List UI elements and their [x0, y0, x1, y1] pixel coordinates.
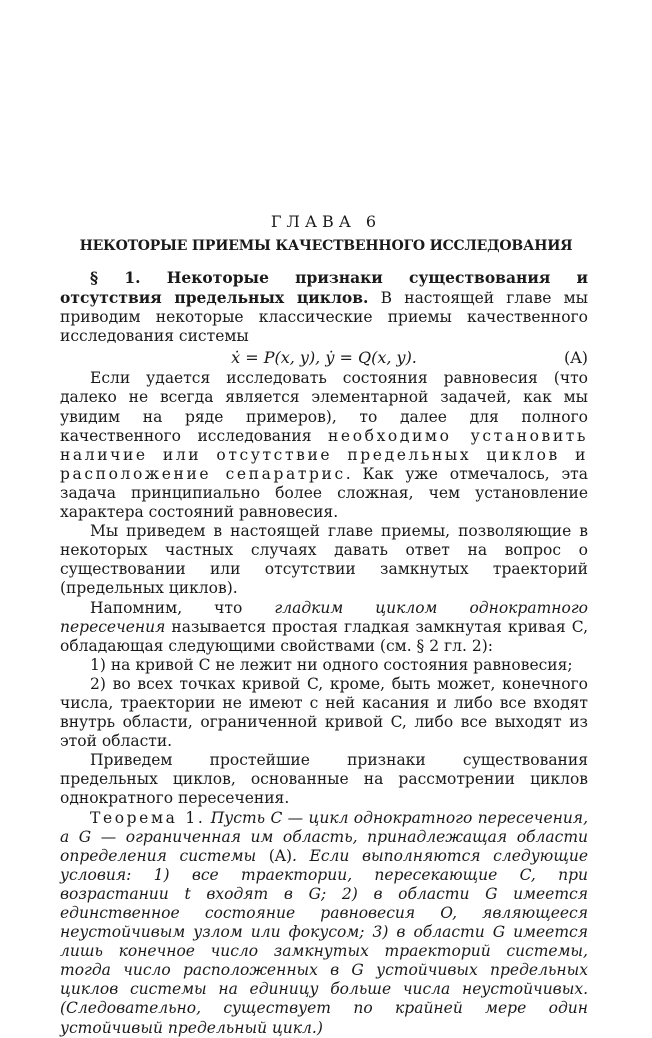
- list-item-1: 1) на кривой C не лежит ни одного состояния равновесия;: [90, 655, 573, 674]
- chapter-label: ГЛАВА 6: [270, 212, 382, 231]
- section-intro: В настоящей главе мы приводим некоторые классические приемы качественного исследования системы: [60, 289, 589, 346]
- section-heading: § 1. Некоторые признаки существования и отсутствия предельных циклов.: [60, 268, 588, 308]
- theorem-consequence: (Следовательно, существует по крайней мере один устойчивый предельный цикл.): [60, 999, 588, 1037]
- theorem-text-start: Пусть C — цикл однократного пересечения, a G — ограниченная им область, принадлежащая области определения системы: [60, 808, 588, 865]
- paragraph-1-end: . Как уже отмечалось, эта задача принципиально более сложная, чем установление характера состояний равновесия.: [60, 464, 588, 522]
- theorem-1: [60, 809, 588, 1038]
- theorem-text-end: . Если выполняются следующие условия: 1) все траектории, пересекающие C, при возрастании t входят в G; 2) в области G имеется единственное состояние равновесия O, являющееся неустойчивым узлом или фокусом; 3) в области G имеется лишь конечное число замкнутых траекторий системы, тогда число расположенных в G устойчивых предельных циклов системы на единицу больше числа неустойчивых.: [60, 846, 588, 999]
- paragraph-3-end: называется простая гладкая замкнутая кривая C, обладающая следующими свойствами (см. § 2 гл. 2):: [60, 617, 588, 655]
- theorem-system-ref: (A): [268, 846, 293, 865]
- paragraph-1-start: Если удается исследовать состояния равновесия (что далеко не всегда является элементарной задачей, как мы увидим на ряде примеров), то далее для полного качественного исследования: [60, 369, 588, 445]
- paragraph-1-spaced-emphasis: необходимо установить наличие или отсутствие предельных циклов и расположение сепаратрис: [60, 426, 588, 483]
- section-paragraph: [60, 268, 588, 346]
- theorem-label: Теорема 1.: [90, 808, 206, 827]
- chapter-title: НЕКОТОРЫЕ ПРИЕМЫ КАЧЕСТВЕННОГО ИССЛЕДОВАНИЯ: [79, 238, 573, 254]
- paragraph-3-definition: гладким циклом однократного пересечения: [60, 598, 588, 636]
- paragraph-4: Приведем простейшие признаки существования предельных циклов, основанные на рассмотрении циклов однократного пересечения.: [60, 751, 588, 808]
- paragraph-3: [60, 599, 588, 656]
- formula-equation: ẋ = P(x, y), ẏ = Q(x, y).: [231, 348, 417, 368]
- formula-tag: (A): [563, 348, 588, 368]
- paragraph-1: [60, 369, 588, 522]
- body-text: [60, 268, 588, 1038]
- paragraph-3-start: Напомним, что: [90, 598, 275, 617]
- list-item-2: 2) во всех точках кривой C, кроме, быть может, конечного числа, траектории не имеют с ней касания и либо все входят внутрь области, ограниченной кривой C, либо все выходят из этой области.: [60, 674, 588, 751]
- paragraph-2: Мы приведем в настоящей главе приемы, позволяющие в некоторых частных случаях давать ответ на вопрос о существовании или отсутствии замкнутых траекторий (предельных циклов).: [60, 522, 588, 598]
- system-formula: [60, 346, 588, 369]
